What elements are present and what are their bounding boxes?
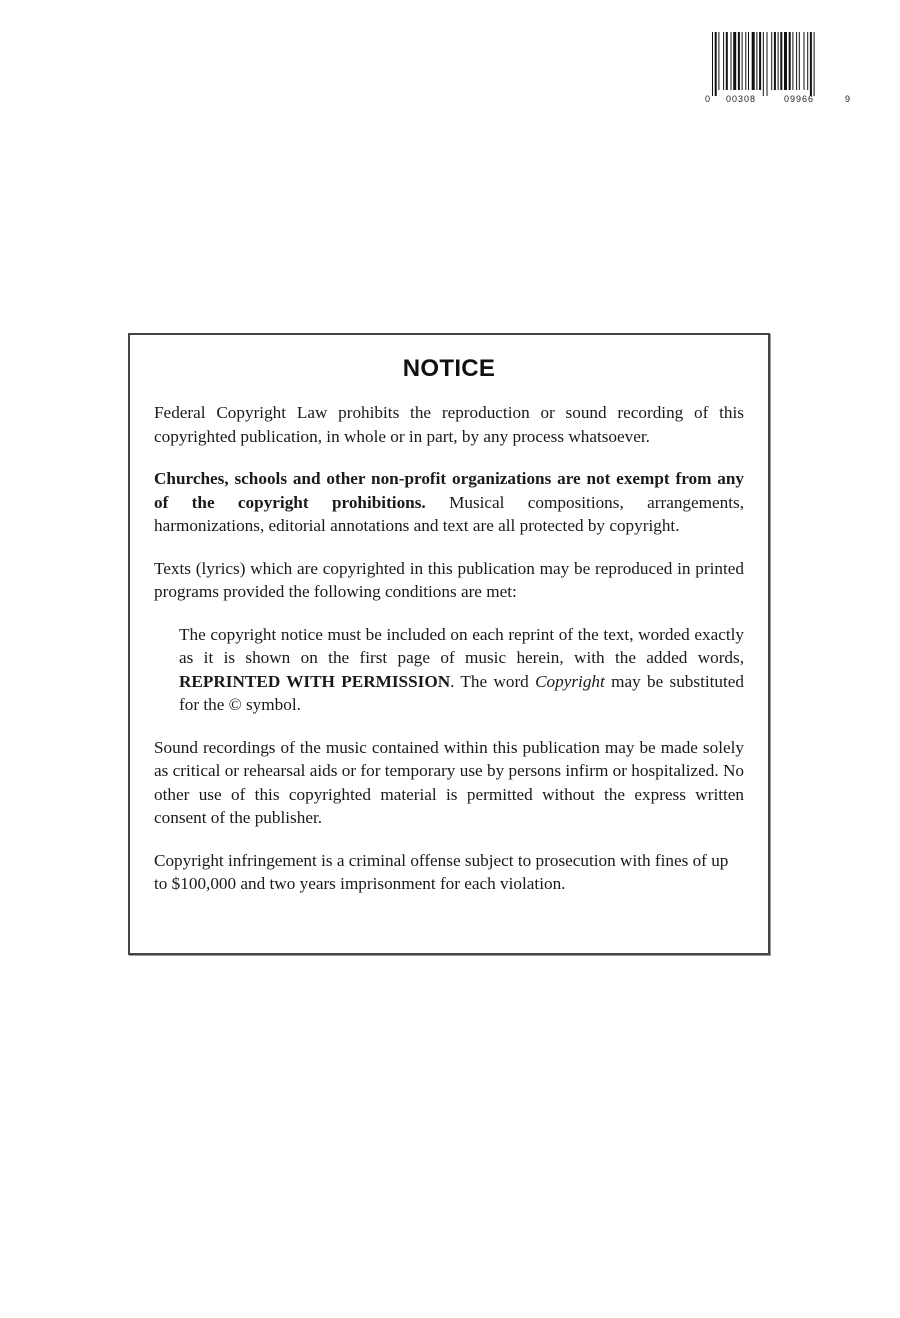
lyrics-text: Texts (lyrics) which are copyrighted in this publication may be reproduced in printed programs provided the following conditions are met: bbox=[154, 558, 744, 601]
barcode-graphic bbox=[704, 30, 854, 126]
copyright-word: Copyright bbox=[535, 671, 605, 691]
barcode-bar bbox=[715, 32, 717, 96]
barcode-digit-lead: 0 bbox=[705, 94, 711, 104]
barcode-bar bbox=[789, 32, 791, 90]
conditions-text-1: The copyright notice must be included on each reprint of the text, worded exactly as it is shown on the first page of music herein, with the added words, bbox=[179, 624, 744, 667]
barcode-bar bbox=[799, 32, 800, 90]
notice-title: NOTICE bbox=[402, 355, 496, 382]
barcode-bar bbox=[712, 32, 713, 96]
barcode-bar bbox=[804, 32, 805, 90]
non-profit-text: Musical compositions, arrangements, harmonizations, editorial annotations and text are all protected by copyright. bbox=[154, 492, 744, 535]
barcode-bar bbox=[810, 32, 812, 96]
barcode-bar bbox=[738, 32, 740, 90]
barcode bbox=[704, 30, 854, 126]
barcode-bar bbox=[767, 32, 768, 96]
notice-paragraph-federal-law bbox=[154, 401, 744, 448]
barcode-bar bbox=[814, 32, 815, 96]
barcode-bar bbox=[752, 32, 755, 90]
barcode-bar bbox=[726, 32, 728, 90]
barcode-bar bbox=[718, 32, 719, 90]
notice-paragraph-recordings bbox=[154, 736, 744, 830]
barcode-digit-right: 09966 bbox=[784, 94, 815, 104]
barcode-bar bbox=[756, 32, 757, 90]
barcode-bar bbox=[759, 32, 761, 90]
barcode-bar bbox=[807, 32, 808, 90]
barcode-bar bbox=[745, 32, 746, 90]
recordings-text: Sound recordings of the music contained within this publication may be made solely as critical or rehearsal aids or for temporary use by persons infirm or hospitalized. No other use of this copyrighted material is permitted without the express written consent of the publisher. bbox=[154, 737, 744, 827]
barcode-bar bbox=[731, 32, 732, 90]
non-profit-bold-text: Churches, schools and other non-profit organizations are not exempt from any of the copyright prohibitions. bbox=[154, 469, 744, 512]
infringement-text: Copyright infringement is a criminal offense subject to prosecution with fines of up to $100,000 and two years imprisonment for each violation. bbox=[154, 850, 729, 893]
barcode-bar bbox=[763, 32, 764, 96]
federal-law-text: Federal Copyright Law prohibits the reproduction or sound recording of this copyrighted publication, in whole or in part, by any process whatsoever. bbox=[154, 403, 744, 446]
barcode-bar bbox=[792, 32, 793, 90]
barcode-bar bbox=[774, 32, 776, 90]
conditions-text-3: may be substituted for the © symbol. bbox=[179, 671, 745, 714]
barcode-bar bbox=[742, 32, 743, 90]
barcode-bar bbox=[796, 32, 797, 90]
copyright-notice-box bbox=[128, 333, 770, 955]
barcode-bar bbox=[784, 32, 787, 90]
barcode-bar bbox=[780, 32, 782, 90]
notice-paragraph-lyrics bbox=[154, 557, 744, 604]
notice-paragraph-infringement bbox=[154, 849, 744, 896]
barcode-bar bbox=[733, 32, 736, 90]
barcode-digit-check: 9 bbox=[845, 94, 851, 104]
notice-paragraph-non-profit bbox=[154, 467, 744, 538]
conditions-text-2: . The word bbox=[450, 671, 536, 691]
barcode-digit-left: 00308 bbox=[726, 94, 757, 104]
barcode-bar bbox=[771, 32, 772, 90]
barcode-bar bbox=[748, 32, 749, 90]
reprinted-with-permission: REPRINTED WITH PERMISSION bbox=[179, 671, 451, 691]
notice-paragraph-conditions bbox=[179, 623, 744, 717]
barcode-bar bbox=[723, 32, 724, 90]
barcode-bar bbox=[778, 32, 779, 90]
